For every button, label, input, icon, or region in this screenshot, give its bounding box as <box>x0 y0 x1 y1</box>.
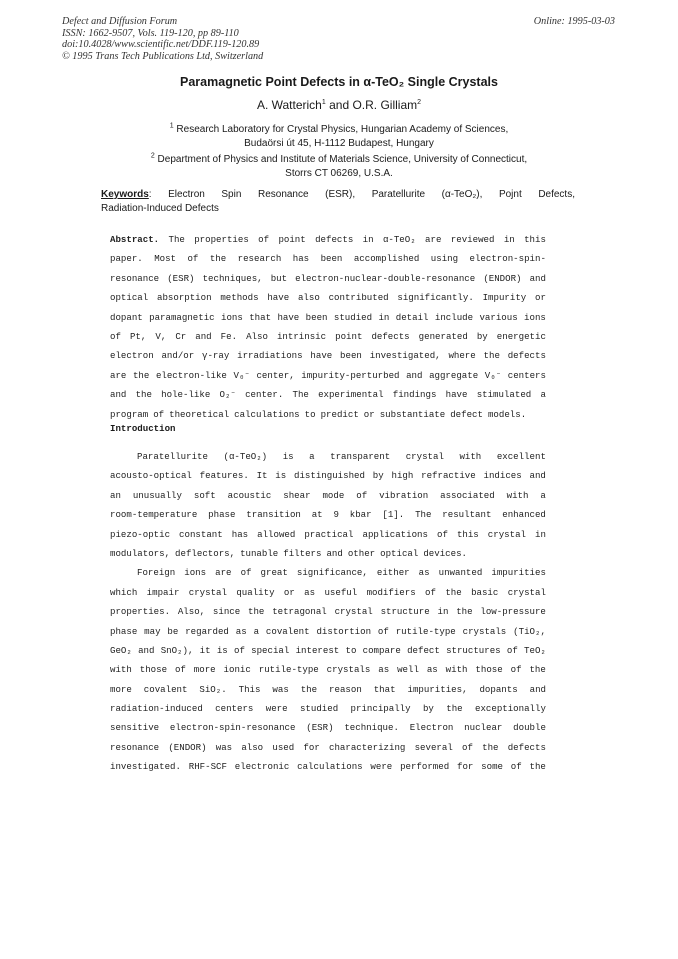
keyword-word: Spin <box>221 189 242 200</box>
keyword-word: Paratellurite <box>371 189 426 200</box>
affiliation-1-mark: 1 <box>169 122 174 130</box>
keywords-block <box>101 188 575 215</box>
text-line: acousto-optical features. It is distinguished by high refractive indices and <box>110 470 546 482</box>
online-date: Online: 1995-03-03 <box>533 16 615 27</box>
text-line: investigated. RHF-SCF electronic calculations were performed for some of the <box>110 761 546 773</box>
text-line: paper. Most of the research has been accomplished using electron-spin- <box>110 253 546 265</box>
text-line: optical absorption methods have also contributed significantly. Impurity or <box>110 292 546 304</box>
journal-name: Defect and Diffusion Forum <box>62 16 178 27</box>
author-1: A. Watterich <box>256 98 322 112</box>
affiliation-1 <box>0 123 678 150</box>
text-line: Abstract. The properties of point defects in α-TeO₂ are reviewed in this <box>110 234 546 253</box>
text-line: an unusually soft acoustic shear mode of vibration associated with a <box>110 489 546 501</box>
text-line: of Pt, V, Cr and Fe. Also intrinsic point defects generated by energetic <box>110 330 546 342</box>
keyword-word: (ESR), <box>325 189 356 200</box>
section-heading-introduction: Introduction <box>110 423 176 434</box>
keyword-word: Defects, <box>538 189 575 200</box>
keywords-line-2: Radiation-Induced Defects <box>101 202 219 214</box>
keyword-word: Electron <box>168 189 205 200</box>
affiliation-2-line-2: Storrs CT 06269, U.S.A. <box>285 167 393 179</box>
text-line: phase may be regarded as a covalent distortion of rutile-type crystals (TiO₂, <box>110 625 546 637</box>
text-line: Paratellurite (α-TeO₂) is a transparent crystal with excellent <box>137 451 546 462</box>
affiliation-1-line-2: Budaörsi út 45, H-1112 Budapest, Hungary <box>244 137 434 149</box>
author-1-affil-mark: 1 <box>321 99 326 106</box>
text-line: and the hole-like O₂⁻ center. The experimental findings have stimulated a <box>110 389 546 401</box>
keyword-word: (α-TeO₂), <box>441 189 483 200</box>
paper-title: Paramagnetic Point Defects in α-TeO₂ Single Crystals <box>180 75 498 89</box>
text-line: which impair crystal quality or as useful modifiers of the basic crystal <box>110 586 546 598</box>
text-line: more covalent SiO₂. This was the reason that impurities, dopants and <box>110 683 546 695</box>
text-line: Foreign ions are of great significance, either as unwanted impurities <box>137 567 546 579</box>
text-line: modulators, deflectors, tunable filters and other optical devices. <box>110 547 468 559</box>
keywords-line-1: Keywords: Electron Spin Resonance (ESR), Paratellurite (α-TeO₂), Pojnt Defects, <box>101 189 575 200</box>
text-line: with those of more ionic rutile-type crystals as well as with those of the <box>110 664 546 676</box>
doi-line[interactable]: doi:10.4028/www.scientific.net/DDF.119-120.89 <box>62 39 260 50</box>
text-line: are the electron-like V₀⁻ center, impurity-perturbed and aggregate V₀⁻ centers <box>110 369 546 381</box>
copyright-line: © 1995 Trans Tech Publications Ltd, Switzerland <box>62 50 264 62</box>
text-line: resonance (ESR) techniques, but electron-nuclear-double-resonance (ENDOR) and <box>110 272 546 284</box>
text-line: dopant paramagnetic ions that have been studied in detail include various ions <box>110 311 546 323</box>
introduction-body <box>110 451 546 781</box>
author-2: O.R. Gilliam <box>352 98 418 112</box>
affiliation-1-line-1: Research Laboratory for Crystal Physics, Hungarian Academy of Sciences, <box>176 124 509 135</box>
text-line: resonance (ENDOR) was also used for characterizing several of the defects <box>110 741 546 753</box>
journal-header <box>62 16 263 62</box>
author-2-affil-mark: 2 <box>417 99 422 106</box>
keywords-label: Keywords <box>101 189 149 200</box>
text-line: properties. Also, since the tetragonal crystal structure in the low-pressure <box>110 606 546 618</box>
abstract-block <box>110 234 546 428</box>
abstract-label: Abstract. <box>110 234 160 245</box>
text-line: room-temperature phase transition at 9 kbar [1]. The resultant enhanced <box>110 509 546 521</box>
text-line: GeO₂ and SnO₂), it is of special interest to compare defect structures of TeO₂ <box>110 644 546 656</box>
affiliation-2-line-1: Department of Physics and Institute of Materials Science, University of Connecticut, <box>157 154 528 165</box>
text-line: piezo-optic constant has allowed practical applications of this crystal in <box>110 528 546 540</box>
keyword-word: Pojnt <box>498 189 522 200</box>
author-line <box>0 98 678 112</box>
keyword-word: Resonance <box>257 189 309 200</box>
affiliation-2 <box>0 153 678 180</box>
text-line: radiation-induced centers were studied principally by the exceptionally <box>110 703 546 715</box>
text-line: program of theoretical calculations to predict or substantiate defect models. <box>110 408 527 420</box>
text-line: sensitive electron-spin-resonance (ESR) technique. Electron nuclear double <box>110 722 546 734</box>
affiliation-2-mark: 2 <box>150 152 155 160</box>
text-line: electron and/or γ-ray irradiations have been investigated, where the defects <box>110 350 546 362</box>
issn-line: ISSN: 1662-9507, Vols. 119-120, pp 89-110 <box>62 27 239 39</box>
author-conjunction: and <box>325 98 353 112</box>
